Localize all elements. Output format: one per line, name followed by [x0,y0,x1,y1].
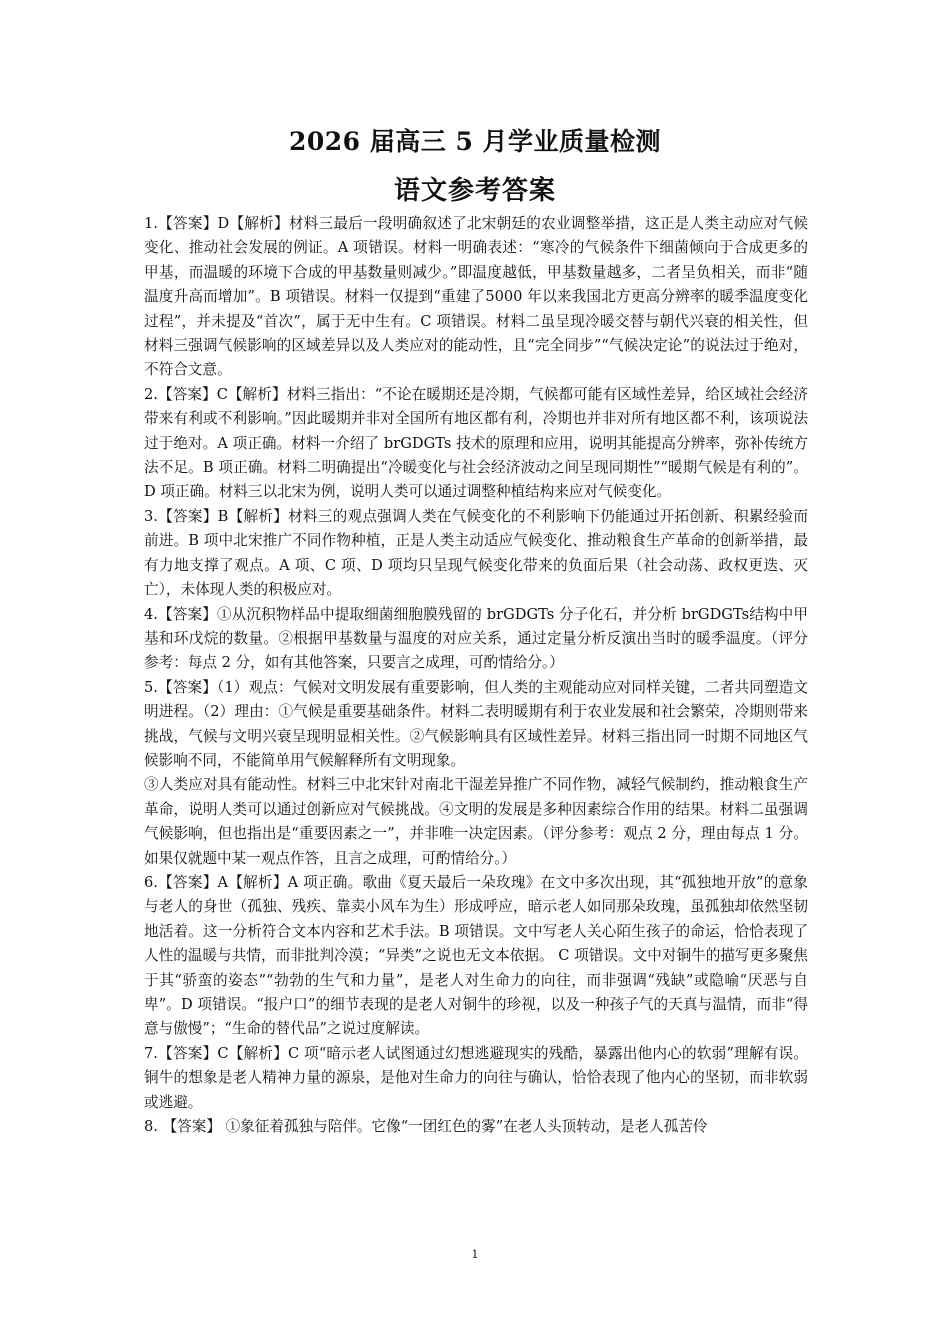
page-subtitle: 语文参考答案 [393,176,556,206]
answer-1: 1.【答案】D【解析】材料三最后一段明确叙述了北宋朝廷的农业调整举措，这正是人类主动应对气候变化、推动社会发展的例证。A 项错误。材料一明确表述：“寒冷的气候条件下细菌倾向于合成更多的甲基，而温暖的环境下合成的甲基数量则减少。”即温度越低，甲基数量越多，二者呈负相关，而非“随温度升高而增加”。B 项错误。材料一仅提到“重建了5000 年以来我国北方更高分辨率的暖季温度变化过程”，并未提及“首次”，属于无中生有。C 项错误。材料二虽呈现冷暖交替与朝代兴衰的相关性，但材料三强调气候影响的区域差异以及人类应对的能动性，且“完全同步”“气候决定论”的说法过于绝对，不符合文意。 [144,215,808,379]
answer-4: 4.【答案】①从沉积物样品中提取细菌细胞膜残留的 brGDGTs 分子化石，并分析 brGDGTs结构中甲基和环戊烷的数量。②根据甲基数量与温度的对应关系，通过定量分析反演出当时的暖季温度。（评分参考：每点 2 分，如有其他答案，只要言之成理，可酌情给分。） [144,605,808,672]
page-title: 2026 届高三 5 月学业质量检测 [288,127,662,156]
answer-5-continued: ③人类应对具有能动性。材料三中北宋针对南北干湿差异推广不同作物，减轻气候制约，推动粮食生产革命，说明人类可以通过创新应对气候挑战。④文明的发展是多种因素综合作用的结果。材料二虽强调气候影响，但也指出是“重要因素之一”，并非唯一决定因素。（评分参考：观点 2 分，理由每点 1 分。如果仅就题中某一观点作答，且言之成理，可酌情给分。） [144,776,808,867]
page-number: 1 [471,1248,479,1261]
answer-2: 2.【答案】C【解析】材料三指出：“不论在暖期还是冷期，气候都可能有区域性差异，给区域社会经济带来有利或不利影响。”因此暖期并非对全国所有地区都有利，冷期也并非对所有地区都不利，该项说法过于绝对。A 项正确。材料一介绍了 brGDGTs 技术的原理和应用，说明其能提高分辨率，弥补传统方法不足。B 项正确。材料二明确提出“冷暖变化与社会经济波动之间呈现同期性”“暖期气候是有利的”。D 项正确。材料三以北宋为例，说明人类可以通过调整种植结构来应对气候变化。 [144,385,808,501]
answer-7: 7.【答案】C【解析】C 项“暗示老人试图通过幻想逃避现实的残酷，暴露出他内心的软弱”理解有误。铜牛的想象是老人精神力量的源泉，是他对生命力的向往与确认，恰恰表现了他内心的坚韧，而非软弱或逃避。 [144,1044,808,1111]
answer-5: 5.【答案】（1）观点：气候对文明发展有重要影响，但人类的主观能动应对同样关键，二者共同塑造文明进程。（2）理由：①气候是重要基础条件。材料二表明暖期有利于农业发展和社会繁荣，冷期则带来挑战，气候与文明兴衰呈现明显相关性。②气候影响具有区域性差异。材料三指出同一时期不同地区气候影响不同，不能简单用气候解释所有文明现象。 [144,678,808,769]
answer-8: 8. 【答案】 ①象征着孤独与陪伴。它像“一团红色的雾”在老人头顶转动，是老人孤苦伶 [144,1118,708,1136]
answer-6: 6.【答案】A【解析】A 项正确。歌曲《夏天最后一朵玫瑰》在文中多次出现，其“孤独地开放”的意象与老人的身世（孤独、残疾、靠卖小风车为生）形成呼应，暗示老人如同那朵玫瑰，虽孤独却依然坚韧地活着。这一分析符合文本内容和艺术手法。B 项错误。文中写老人关心陌生孩子的命运，恰恰表现了人性的温暖与共情，而非批判冷漠；“异类”之说也无文本依据。 C 项错误。文中对铜牛的描写更多聚焦于其“骄蛮的姿态”“勃勃的生气和力量”，是老人对生命力的向往，而非强调“残缺”或隐喻“厌恶与自卑”。D 项错误。“报户口”的细节表现的是老人对铜牛的珍视，以及一种孩子气的天真与温情，而非“得意与傲慢”；“生命的替代品”之说过度解读。 [144,873,808,1038]
answer-3: 3.【答案】B【解析】材料三的观点强调人类在气候变化的不利影响下仍能通过开拓创新、积累经验而前进。B 项中北宋推广不同作物种植，正是人类主动适应气候变化、推动粮食生产革命的创新举措，最有力地支撑了观点。A 项、C 项、D 项均只呈现气候变化带来的负面后果（社会动荡、政权更迭、灭亡），未体现人类的积极应对。 [144,507,808,599]
answer-list [144,212,808,1139]
